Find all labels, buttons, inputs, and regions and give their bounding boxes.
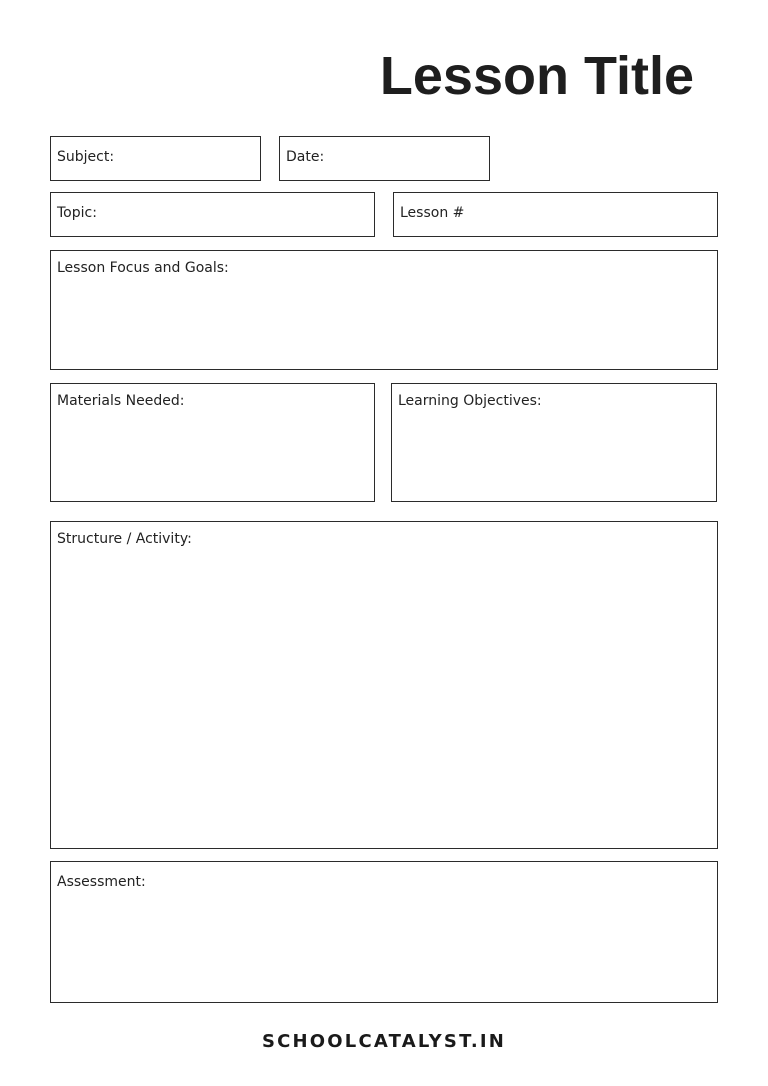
date-label: Date: [286,149,325,165]
assessment-label: Assessment: [57,874,146,890]
lesson-number-label: Lesson # [400,205,465,221]
lesson-number-field[interactable] [393,192,718,237]
objectives-label: Learning Objectives: [398,393,542,409]
structure-activity-label: Structure / Activity: [57,531,192,547]
objectives-field[interactable] [391,383,717,502]
subject-label: Subject: [57,149,115,165]
site-footer: SCHOOLCATALYST.IN [261,1031,507,1052]
materials-field[interactable] [50,383,375,502]
focus-goals-field[interactable] [50,250,718,370]
materials-label: Materials Needed: [57,393,185,409]
subject-field[interactable] [50,136,261,181]
lesson-title: Lesson Title [379,46,694,106]
focus-goals-label: Lesson Focus and Goals: [57,260,229,276]
structure-activity-field[interactable] [50,521,718,849]
assessment-field[interactable] [50,861,718,1003]
topic-field[interactable] [50,192,375,237]
date-field[interactable] [279,136,490,181]
topic-label: Topic: [57,205,97,221]
